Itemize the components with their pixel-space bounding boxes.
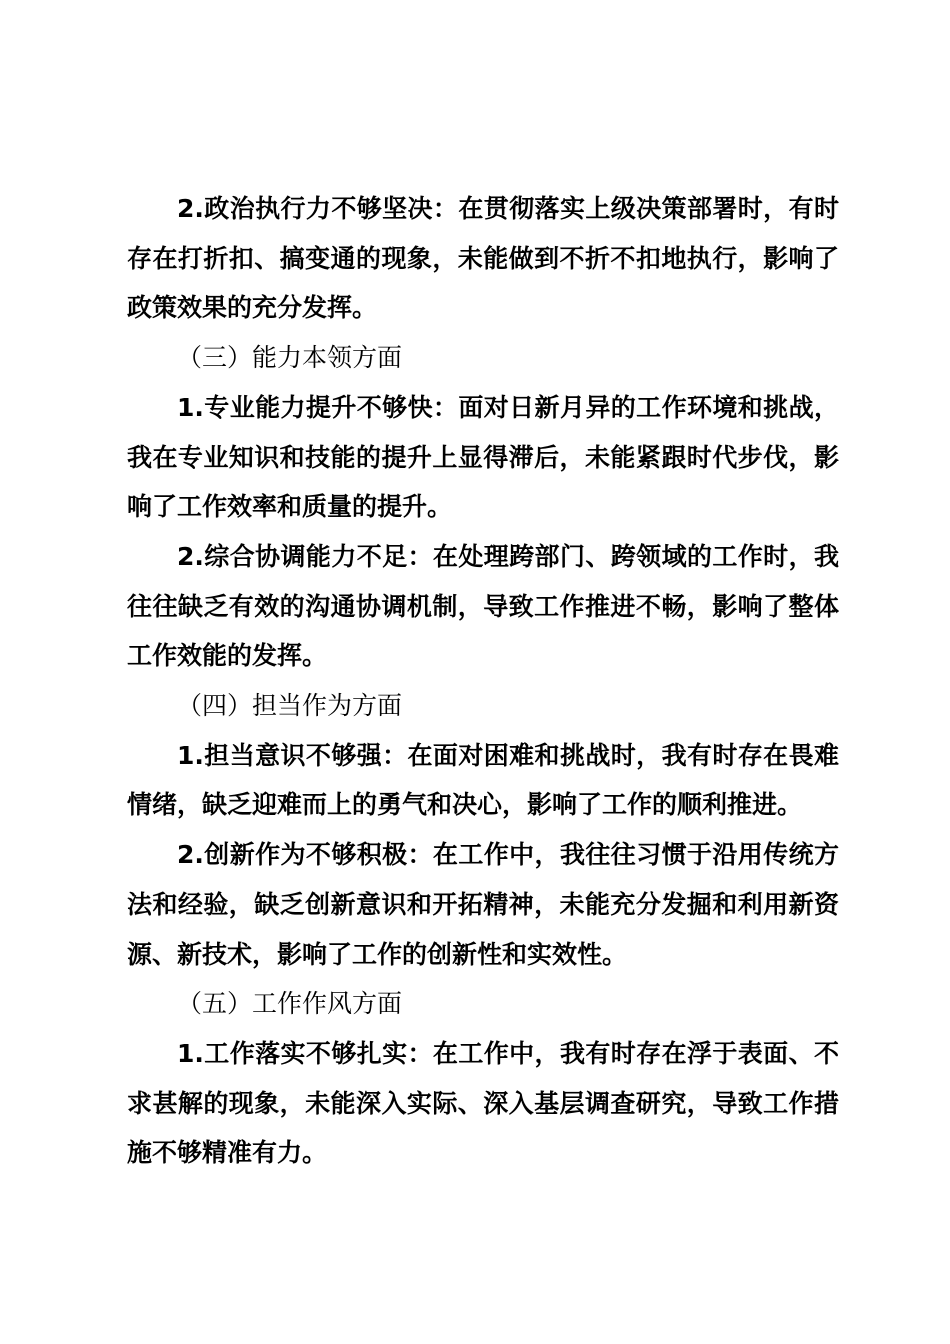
document-body — [127, 184, 839, 1178]
item-professional-ability: 1.专业能力提升不够快：面对日新月异的工作环境和挑战，我在专业知识和技能的提升上显得滞后，未能紧跟时代步伐，影响了工作效率和质量的提升。 — [127, 392, 839, 522]
item-implementation: 1.工作落实不够扎实：在工作中，我有时存在浮于表面、不求甚解的现象，未能深入实际、深入基层调查研究，导致工作措施不够精准有力。 — [127, 1038, 839, 1168]
section-heading-responsibility: （四）担当作为方面 — [177, 691, 403, 721]
section-heading-work-style: （五）工作作风方面 — [177, 989, 403, 1019]
section-heading-ability: （三）能力本领方面 — [177, 343, 403, 373]
item-innovation: 2.创新作为不够积极：在工作中，我往往习惯于沿用传统方法和经验，缺乏创新意识和开拓精神，未能充分发掘和利用新资源、新技术，影响了工作的创新性和实效性。 — [127, 840, 839, 969]
item-responsibility-awareness: 1.担当意识不够强：在面对困难和挑战时，我有时存在畏难情绪，缺乏迎难而上的勇气和决心，影响了工作的顺利推进。 — [127, 740, 839, 820]
item-political-execution: 2.政治执行力不够坚决：在贯彻落实上级决策部署时，有时存在打折扣、搞变通的现象，未能做到不折不扣地执行，影响了政策效果的充分发挥。 — [127, 194, 839, 323]
item-coordination-ability: 2.综合协调能力不足：在处理跨部门、跨领域的工作时，我往往缺乏有效的沟通协调机制，导致工作推进不畅，影响了整体工作效能的发挥。 — [127, 541, 839, 671]
